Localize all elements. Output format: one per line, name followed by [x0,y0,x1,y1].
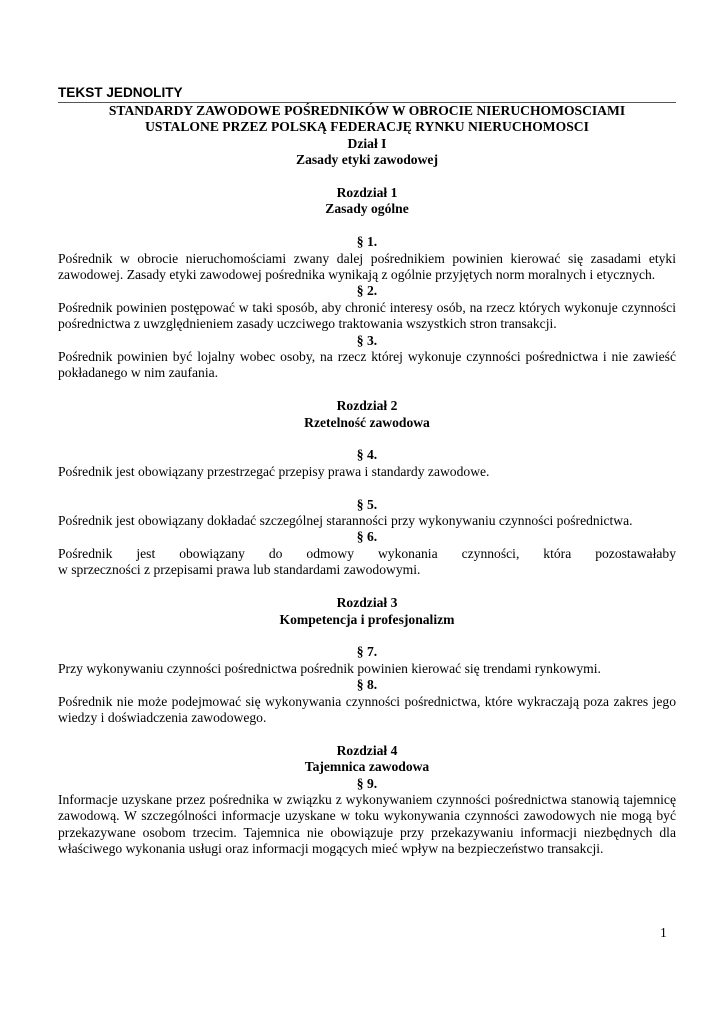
document-page [58,84,676,858]
chapter-3-label: Rozdział 3 [336,595,398,611]
section-2-number: § 2. [356,283,378,299]
section-8-text: Pośrednik nie może podejmować się wykonywania czynności pośrednictwa, które wykraczają poza zakres jego wiedzy i doświadczenia zawodowego. [58,693,676,725]
section-6-text-line-2: w sprzeczności z przepisami prawa lub standardami zawodowymi. [58,562,421,578]
chapter-1-label: Rozdział 1 [336,185,398,201]
section-9-number: § 9. [356,775,378,791]
chapter-4-title: Tajemnica zawodowa [304,759,430,775]
section-4-number: § 4. [356,447,378,463]
page-number: 1 [660,925,667,940]
section-1-number: § 1. [356,234,378,250]
chapter-1-title: Zasady ogólne [325,201,409,217]
section-9-text: Informacje uzyskane przez pośrednika w związku z wykonywaniem czynności pośrednictwa stanowią tajemnicę zawodową. W szczególności informacje uzyskane w toku wykonywania czynności zawodowych nie mogą być przekazywane osobom trzecim. Tajemnica nie obowiązuje przy przekazywaniu informacji niezbędnych dla właściwego wykonania usługi oraz informacji mogących mieć wpływ na bezpieczeństwo transakcji. [58,791,676,857]
section-4-text: Pośrednik jest obowiązany przestrzegać przepisy prawa i standardy zawodowe. [58,463,490,479]
section-3-text: Pośrednik powinien być lojalny wobec osoby, na rzecz której wykonuje czynności pośrednictwa i nie zawieść pokładanego w nim zaufania. [58,349,676,381]
chapter-4-label: Rozdział 4 [336,742,398,758]
section-5-text: Pośrednik jest obowiązany dokładać szczególnej staranności przy wykonywaniu czynności pośrednictwa. [58,513,633,529]
section-1-text: Pośrednik w obrocie nieruchomościami zwany dalej pośrednikiem powinien kierować się zasadami etyki zawodowej. Zasady etyki zawodowej pośrednika wynikają z ogólnie przyjętych norm moralnych i etycznych. [58,250,676,283]
section-8-number: § 8. [356,677,378,693]
section-6-text-line-1: Pośrednik jest obowiązany do odmowy wykonania czynności, która pozostawałaby [58,545,676,561]
title-line-2: USTALONE PRZEZ POLSKĄ FEDERACJĘ RYNKU NIERUCHOMOSCI [145,119,589,135]
chapter-2-label: Rozdział 2 [336,398,398,414]
section-5-number: § 5. [356,496,378,512]
chapter-2-title: Rzetelność zawodowa [304,414,430,430]
title-line-1: STANDARDY ZAWODOWE POŚREDNIKÓW W OBROCIE NIERUCHOMOSCIAMI [108,103,626,118]
section-7-number: § 7. [356,644,378,660]
doc-label: TEKST JEDNOLITY [58,84,676,103]
division-title: Zasady etyki zawodowej [296,152,438,168]
section-2-text: Pośrednik powinien postępować w taki sposób, aby chronić interesy osób, na rzecz których wykonuje czynności pośrednictwa z uwzględnieniem zasady uczciwego traktowania wszystkich stron transakcji. [58,299,676,332]
chapter-3-title: Kompetencja i profesjonalizm [279,611,455,627]
section-7-text: Przy wykonywaniu czynności pośrednictwa pośrednik powinien kierować się trendami rynkowymi. [58,660,601,676]
section-6-number: § 6. [356,529,378,545]
division-label: Dział I [347,135,387,151]
section-3-number: § 3. [356,332,378,348]
